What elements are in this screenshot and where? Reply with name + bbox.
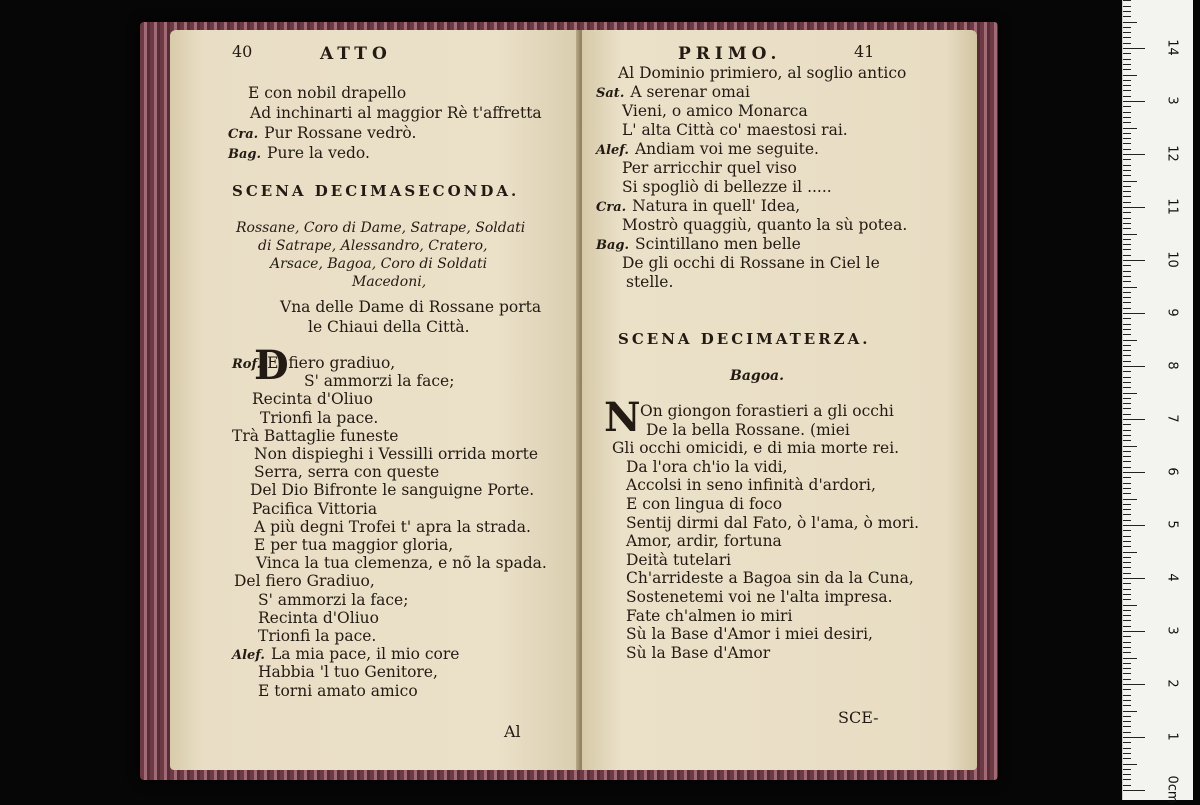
ruler-tick: [1123, 11, 1131, 12]
ruler-tick: [1123, 6, 1131, 7]
ruler-tick: [1123, 69, 1131, 70]
ruler-tick: [1123, 212, 1131, 213]
ruler-tick: [1123, 159, 1131, 160]
ruler-tick: [1123, 96, 1131, 97]
ruler-tick: [1123, 398, 1131, 399]
verse-line: Vinca la tua clemenza, e nõ la spada.: [256, 554, 547, 573]
verse-line: Cra. Natura in quell' Idea,: [596, 197, 801, 215]
verse-line: De la bella Rossane. (miei: [646, 420, 850, 439]
ruler-label: 7: [1164, 414, 1180, 423]
verse-line: Sentij dirmi dal Fato, ò l'ama, ò mori.: [626, 513, 920, 532]
character-name: Bagoa.: [730, 368, 784, 384]
ruler-tick: [1123, 525, 1145, 526]
ruler-tick: [1123, 467, 1131, 468]
ruler-label: 1: [1164, 732, 1180, 741]
ruler-tick: [1123, 239, 1131, 240]
ruler-tick: [1123, 154, 1145, 155]
ruler-tick: [1123, 589, 1131, 590]
ruler-tick: [1123, 732, 1131, 733]
ruler-tick: [1123, 149, 1131, 150]
verse-line: Sat. A serenar omai: [596, 83, 750, 101]
speaker-label: Cra.: [596, 200, 627, 215]
verse-line: Trionfi la pace.: [260, 408, 379, 427]
ruler-tick: [1123, 615, 1131, 616]
ruler-tick: [1123, 509, 1131, 510]
ruler-tick: [1123, 32, 1131, 33]
ruler-label: 3: [1164, 626, 1180, 635]
verse-line: E per tua maggior gloria,: [254, 536, 454, 554]
speaker-label: Alef.: [596, 143, 629, 158]
ruler-tick: [1123, 249, 1131, 250]
verse-line: De gli occhi di Rossane in Ciel le: [622, 254, 880, 272]
ruler-tick: [1123, 117, 1131, 118]
ruler-tick: [1123, 477, 1131, 478]
ruler-tick: [1123, 53, 1131, 54]
ruler-tick: [1123, 530, 1131, 531]
cast-list-line: di Satrape, Alessandro, Cratero,: [258, 238, 488, 254]
verse-line: Amor, ardir, fortuna: [626, 532, 782, 551]
running-head: ATTO: [320, 44, 392, 64]
ruler-label: 4: [1164, 573, 1180, 582]
ruler-tick: [1123, 673, 1131, 674]
ruler-tick: [1123, 128, 1137, 129]
ruler-tick: [1123, 255, 1131, 256]
verse-line: Recinta d'Oliuo: [252, 390, 373, 409]
ruler-tick: [1123, 605, 1137, 606]
ruler-tick: [1123, 658, 1137, 659]
verse-line: E torni amato amico: [258, 681, 418, 700]
ruler-tick: [1123, 631, 1145, 632]
ruler-tick: [1123, 610, 1131, 611]
verse-line: A più degni Trofei t' apra la strada.: [254, 517, 531, 536]
verse-line: E con nobil drapello: [248, 84, 407, 102]
ruler-tick: [1123, 361, 1131, 362]
ruler-tick: [1123, 228, 1131, 229]
verse-line: Recinta d'Oliuo: [258, 608, 379, 627]
cast-list-line: Arsace, Bagoa, Coro di Soldati: [270, 256, 488, 272]
verse-line: S' ammorzi la face;: [304, 372, 455, 391]
ruler-tick: [1123, 785, 1131, 786]
ruler-tick: [1123, 446, 1137, 447]
ruler-tick: [1123, 48, 1145, 49]
ruler-tick: [1123, 27, 1131, 28]
ruler-tick: [1123, 387, 1131, 388]
scene-title: SCENA DECIMATERZA.: [618, 330, 871, 348]
ruler-tick: [1123, 355, 1131, 356]
ruler-tick: [1123, 578, 1145, 579]
verse-line: On giongon forastieri a gli occhi: [640, 402, 894, 420]
ruler-tick: [1123, 59, 1131, 60]
ruler-tick: [1123, 642, 1131, 643]
ruler-label: 5: [1164, 520, 1180, 529]
ruler-tick: [1123, 350, 1131, 351]
ruler-tick: [1123, 424, 1131, 425]
verse-line: stelle.: [626, 273, 674, 291]
ruler-tick: [1123, 318, 1131, 319]
ruler-tick: [1123, 22, 1137, 23]
ruler-tick: [1123, 472, 1145, 473]
ruler-tick: [1123, 191, 1131, 192]
ruler-tick: [1123, 80, 1131, 81]
verse-line: Trà Battaglie funeste: [232, 426, 399, 445]
ruler-tick: [1123, 435, 1131, 436]
ruler-tick: [1123, 716, 1131, 717]
ruler-tick: [1123, 573, 1131, 574]
speaker-label: Alef.: [232, 648, 265, 664]
ruler-tick: [1123, 223, 1131, 224]
ruler-tick: [1123, 679, 1131, 680]
ruler-tick: [1123, 541, 1131, 542]
ruler-tick: [1123, 112, 1131, 113]
verse-line: Mostrò quaggiù, quanto la sù potea.: [622, 216, 908, 234]
ruler-tick: [1123, 329, 1131, 330]
ruler-tick: [1123, 483, 1131, 484]
verse-line: Da l'ora ch'io la vidi,: [626, 457, 788, 476]
ruler-tick: [1123, 552, 1137, 553]
stage-direction: le Chiaui della Città.: [308, 318, 470, 336]
ruler-tick: [1123, 181, 1137, 182]
ruler-tick: [1123, 668, 1131, 669]
cast-list-line: Macedoni,: [352, 274, 427, 290]
ruler-tick: [1123, 202, 1131, 203]
ruler-tick: [1123, 451, 1131, 452]
ruler-tick: [1123, 302, 1131, 303]
ruler-tick: [1123, 774, 1131, 775]
ruler-tick: [1123, 281, 1131, 282]
ruler-tick: [1123, 663, 1131, 664]
ruler-tick: [1123, 562, 1131, 563]
verse-line: Sù la Base d'Amor: [626, 643, 771, 662]
verse-line: Serra, serra con queste: [254, 463, 440, 482]
ruler-tick: [1123, 143, 1131, 144]
ruler-tick: [1123, 334, 1131, 335]
ruler-tick: [1123, 769, 1131, 770]
ruler-tick: [1123, 75, 1137, 76]
ruler-tick: [1123, 345, 1131, 346]
right-page: [582, 30, 977, 770]
verse-line: Per arricchir quel viso: [622, 159, 797, 177]
ruler-tick: [1123, 689, 1131, 690]
ruler-tick: [1123, 371, 1131, 372]
ruler-tick: [1123, 186, 1131, 187]
ruler-tick: [1123, 636, 1131, 637]
ruler-tick: [1123, 16, 1131, 17]
cast-list-line: Rossane, Coro di Dame, Satrape, Soldati: [236, 220, 526, 236]
verse-line: Gli occhi omicidi, e di mia morte rei.: [612, 439, 900, 458]
ruler-tick: [1123, 567, 1131, 568]
ruler-tick: [1123, 419, 1145, 420]
speaker-label: Bag.: [228, 147, 262, 162]
ruler-tick: [1123, 218, 1131, 219]
speaker-label: Bag.: [596, 238, 630, 253]
ruler-tick: [1123, 599, 1131, 600]
verse-line: Bag. Pure la vedo.: [228, 144, 370, 162]
verse-line: S' ammorzi la face;: [258, 590, 409, 609]
ruler-tick: [1123, 684, 1145, 685]
ruler-tick: [1123, 234, 1137, 235]
speaker-label: Cra.: [228, 127, 259, 142]
ruler-tick: [1123, 313, 1145, 314]
ruler-tick: [1123, 265, 1131, 266]
speaker-label: Rof.: [232, 357, 262, 372]
verse-line: Sostenetemi voi ne l'alta impresa.: [626, 588, 893, 606]
ruler-tick: [1123, 165, 1131, 166]
ruler-tick: [1123, 175, 1131, 176]
ruler-label: 11: [1164, 198, 1180, 215]
ruler-tick: [1123, 647, 1131, 648]
ruler-tick: [1123, 461, 1131, 462]
ruler-tick: [1123, 514, 1131, 515]
left-page: [170, 30, 580, 770]
drop-cap: N: [604, 394, 641, 441]
ruler-label: 0cm: [1164, 775, 1180, 804]
verse-line: Trionfi la pace.: [258, 627, 377, 645]
ruler-tick: [1123, 64, 1131, 65]
ruler-tick: [1123, 308, 1131, 309]
ruler-label: 6: [1164, 467, 1180, 476]
ruler-tick: [1123, 520, 1131, 521]
running-head: PRIMO.: [678, 44, 782, 64]
ruler-tick: [1123, 207, 1145, 208]
ruler-tick: [1123, 260, 1145, 261]
ruler-tick: [1123, 292, 1131, 293]
stage-direction: Vna delle Dame di Rossane porta: [280, 298, 542, 316]
ruler-tick: [1123, 382, 1131, 383]
verse-line: Sù la Base d'Amor i miei desiri,: [626, 625, 873, 644]
ruler-tick: [1123, 721, 1131, 722]
ruler-tick: [1123, 43, 1131, 44]
verse-line: Accolsi in seno infinità d'ardori,: [626, 476, 876, 495]
ruler-label: 3: [1164, 96, 1180, 105]
ruler-tick: [1123, 742, 1131, 743]
ruler-tick: [1123, 170, 1131, 171]
ruler-tick: [1123, 106, 1131, 107]
verse-line: Del Dio Bifronte le sanguigne Porte.: [250, 481, 535, 500]
ruler-tick: [1123, 430, 1131, 431]
ruler-tick: [1123, 297, 1131, 298]
ruler-tick: [1123, 711, 1137, 712]
ruler-tick: [1123, 493, 1131, 494]
scene-title: SCENA DECIMASECONDA.: [232, 182, 520, 200]
ruler-label: 10: [1164, 251, 1180, 268]
ruler-tick: [1123, 414, 1131, 415]
ruler-tick: [1123, 546, 1131, 547]
verse-line: Pacifica Vittoria: [252, 499, 378, 518]
ruler-tick: [1123, 408, 1131, 409]
ruler-tick: [1123, 287, 1137, 288]
verse-line: Rof. El fiero gradiuo,: [232, 354, 396, 372]
ruler-tick: [1123, 403, 1131, 404]
page-number: 41: [854, 42, 875, 61]
verse-line: Deità tutelari: [626, 550, 732, 569]
verse-line: Ad inchinarti al maggior Rè t'affretta: [250, 104, 542, 122]
ruler-tick: [1123, 133, 1131, 134]
verse-line: Habbia 'l tuo Genitore,: [258, 663, 438, 682]
verse-line: Ch'arrideste a Bagoa sin da la Cuna,: [626, 569, 914, 588]
ruler-tick: [1123, 244, 1131, 245]
ruler-tick: [1123, 726, 1131, 727]
ruler-tick: [1123, 377, 1131, 378]
ruler-tick: [1123, 700, 1131, 701]
ruler-tick: [1123, 626, 1131, 627]
ruler-tick: [1123, 705, 1131, 706]
verse-line: Alef. Andiam voi me seguite.: [596, 140, 819, 158]
verse-line: Fate ch'almen io miri: [626, 606, 793, 625]
ruler-tick: [1123, 620, 1131, 621]
ruler-tick: [1123, 758, 1131, 759]
verse-line: E con lingua di foco: [626, 495, 783, 513]
verse-line: L' alta Città co' maestosi rai.: [622, 121, 848, 139]
ruler-label: 8: [1164, 361, 1180, 370]
verse-line: Non dispieghi i Vessilli orrida morte: [254, 445, 539, 463]
ruler-tick: [1123, 557, 1131, 558]
drop-cap: D: [254, 342, 289, 389]
catchword: Al: [504, 722, 521, 741]
ruler-tick: [1123, 583, 1131, 584]
speaker-label: Sat.: [596, 86, 625, 101]
ruler-tick: [1123, 122, 1131, 123]
ruler-tick: [1123, 652, 1131, 653]
ruler-tick: [1123, 488, 1131, 489]
ruler-label: 14: [1164, 39, 1180, 56]
verse-line: Si spogliò di bellezze il .....: [622, 178, 832, 196]
page-number: 40: [232, 42, 253, 61]
ruler-tick: [1123, 37, 1131, 38]
verse-line: Alef. La mia pace, il mio core: [232, 645, 460, 664]
ruler-tick: [1123, 393, 1137, 394]
ruler-label: 2: [1164, 679, 1180, 688]
ruler-tick: [1123, 748, 1131, 749]
ruler-tick: [1123, 764, 1137, 765]
verse-line: Al Dominio primiero, al soglio antico: [618, 64, 907, 82]
ruler-tick: [1123, 790, 1145, 791]
verse-line: Del fiero Gradiuo,: [234, 572, 375, 591]
ruler-tick: [1123, 440, 1131, 441]
ruler-tick: [1123, 504, 1131, 505]
ruler-tick: [1123, 196, 1131, 197]
ruler-tick: [1123, 753, 1131, 754]
ruler-tick: [1123, 138, 1131, 139]
ruler-label: 9: [1164, 308, 1180, 317]
ruler-tick: [1123, 594, 1131, 595]
ruler-tick: [1123, 499, 1137, 500]
ruler-tick: [1123, 276, 1131, 277]
ruler-tick: [1123, 456, 1131, 457]
verse-line: Bag. Scintillano men belle: [596, 235, 801, 253]
ruler-tick: [1123, 779, 1131, 780]
ruler-tick: [1123, 101, 1145, 102]
ruler-tick: [1123, 536, 1131, 537]
ruler-tick: [1123, 366, 1145, 367]
verse-line: Vieni, o amico Monarca: [622, 102, 808, 120]
catchword: SCE-: [838, 708, 879, 727]
ruler-tick: [1123, 737, 1145, 738]
ruler-tick: [1123, 85, 1131, 86]
ruler-label: 12: [1164, 145, 1180, 162]
ruler-tick: [1123, 340, 1137, 341]
ruler-tick: [1123, 90, 1131, 91]
measurement-ruler: [1122, 0, 1193, 804]
ruler-tick: [1123, 271, 1131, 272]
ruler-tick: [1123, 695, 1131, 696]
verse-line: Cra. Pur Rossane vedrò.: [228, 124, 417, 142]
ruler-tick: [1123, 324, 1131, 325]
ruler-tick: [1123, 0, 1131, 1]
